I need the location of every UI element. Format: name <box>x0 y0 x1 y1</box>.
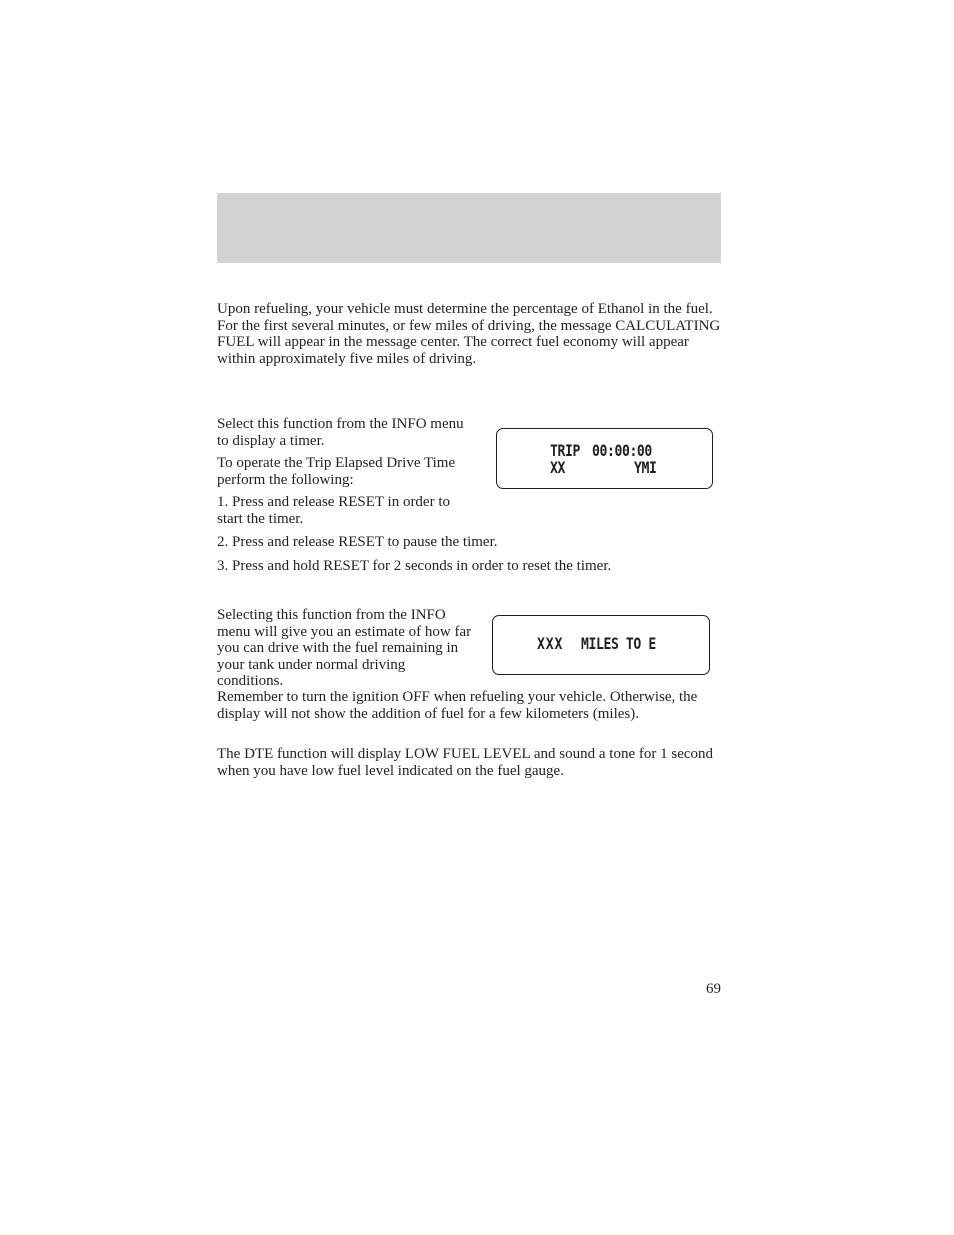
dte-display-label: MILES TO E <box>581 634 656 653</box>
section-header-band <box>217 193 721 263</box>
dte-display <box>492 615 710 675</box>
page-number: 69 <box>706 981 721 997</box>
dte-low-fuel-note: The DTE function will display LOW FUEL LEVEL and sound a tone for 1 second when you have low fuel level indicated on the fuel gauge. <box>217 746 714 779</box>
dte-ignition-note: Remember to turn the ignition OFF when refueling your vehicle. Otherwise, the display will not show the addition of fuel for a few kilometers (miles). <box>217 689 698 722</box>
trip-timer-operate: To operate the Trip Elapsed Drive Time perform the following: <box>217 455 456 488</box>
trip-timer-display <box>496 428 713 489</box>
trip-timer-step-1: 1. Press and release RESET in order to start the timer. <box>217 494 451 527</box>
dte-display-value: XXX <box>537 634 564 653</box>
trip-display-distance: XX <box>550 458 565 477</box>
trip-display-unit: YMI <box>634 458 657 477</box>
dte-intro: Selecting this function from the INFO menu will give you an estimate of how far you can drive with the fuel remaining in your tank under normal driving conditions. <box>217 607 472 689</box>
trip-display-time: 00:00:00 <box>592 441 652 460</box>
trip-timer-step-3: 3. Press and hold RESET for 2 seconds in order to reset the timer. <box>217 558 612 574</box>
trip-timer-intro: Select this function from the INFO menu to display a timer. <box>217 416 464 449</box>
trip-timer-step-2: 2. Press and release RESET to pause the timer. <box>217 534 498 550</box>
trip-display-label: TRIP <box>550 441 580 460</box>
ethanol-paragraph: Upon refueling, your vehicle must determine the percentage of Ethanol in the fuel. For the first several minutes, or few miles of driving, the message CALCULATING FUEL will appear in the message center. The correct fuel economy will appear within approximately five miles of driving. <box>217 301 721 367</box>
